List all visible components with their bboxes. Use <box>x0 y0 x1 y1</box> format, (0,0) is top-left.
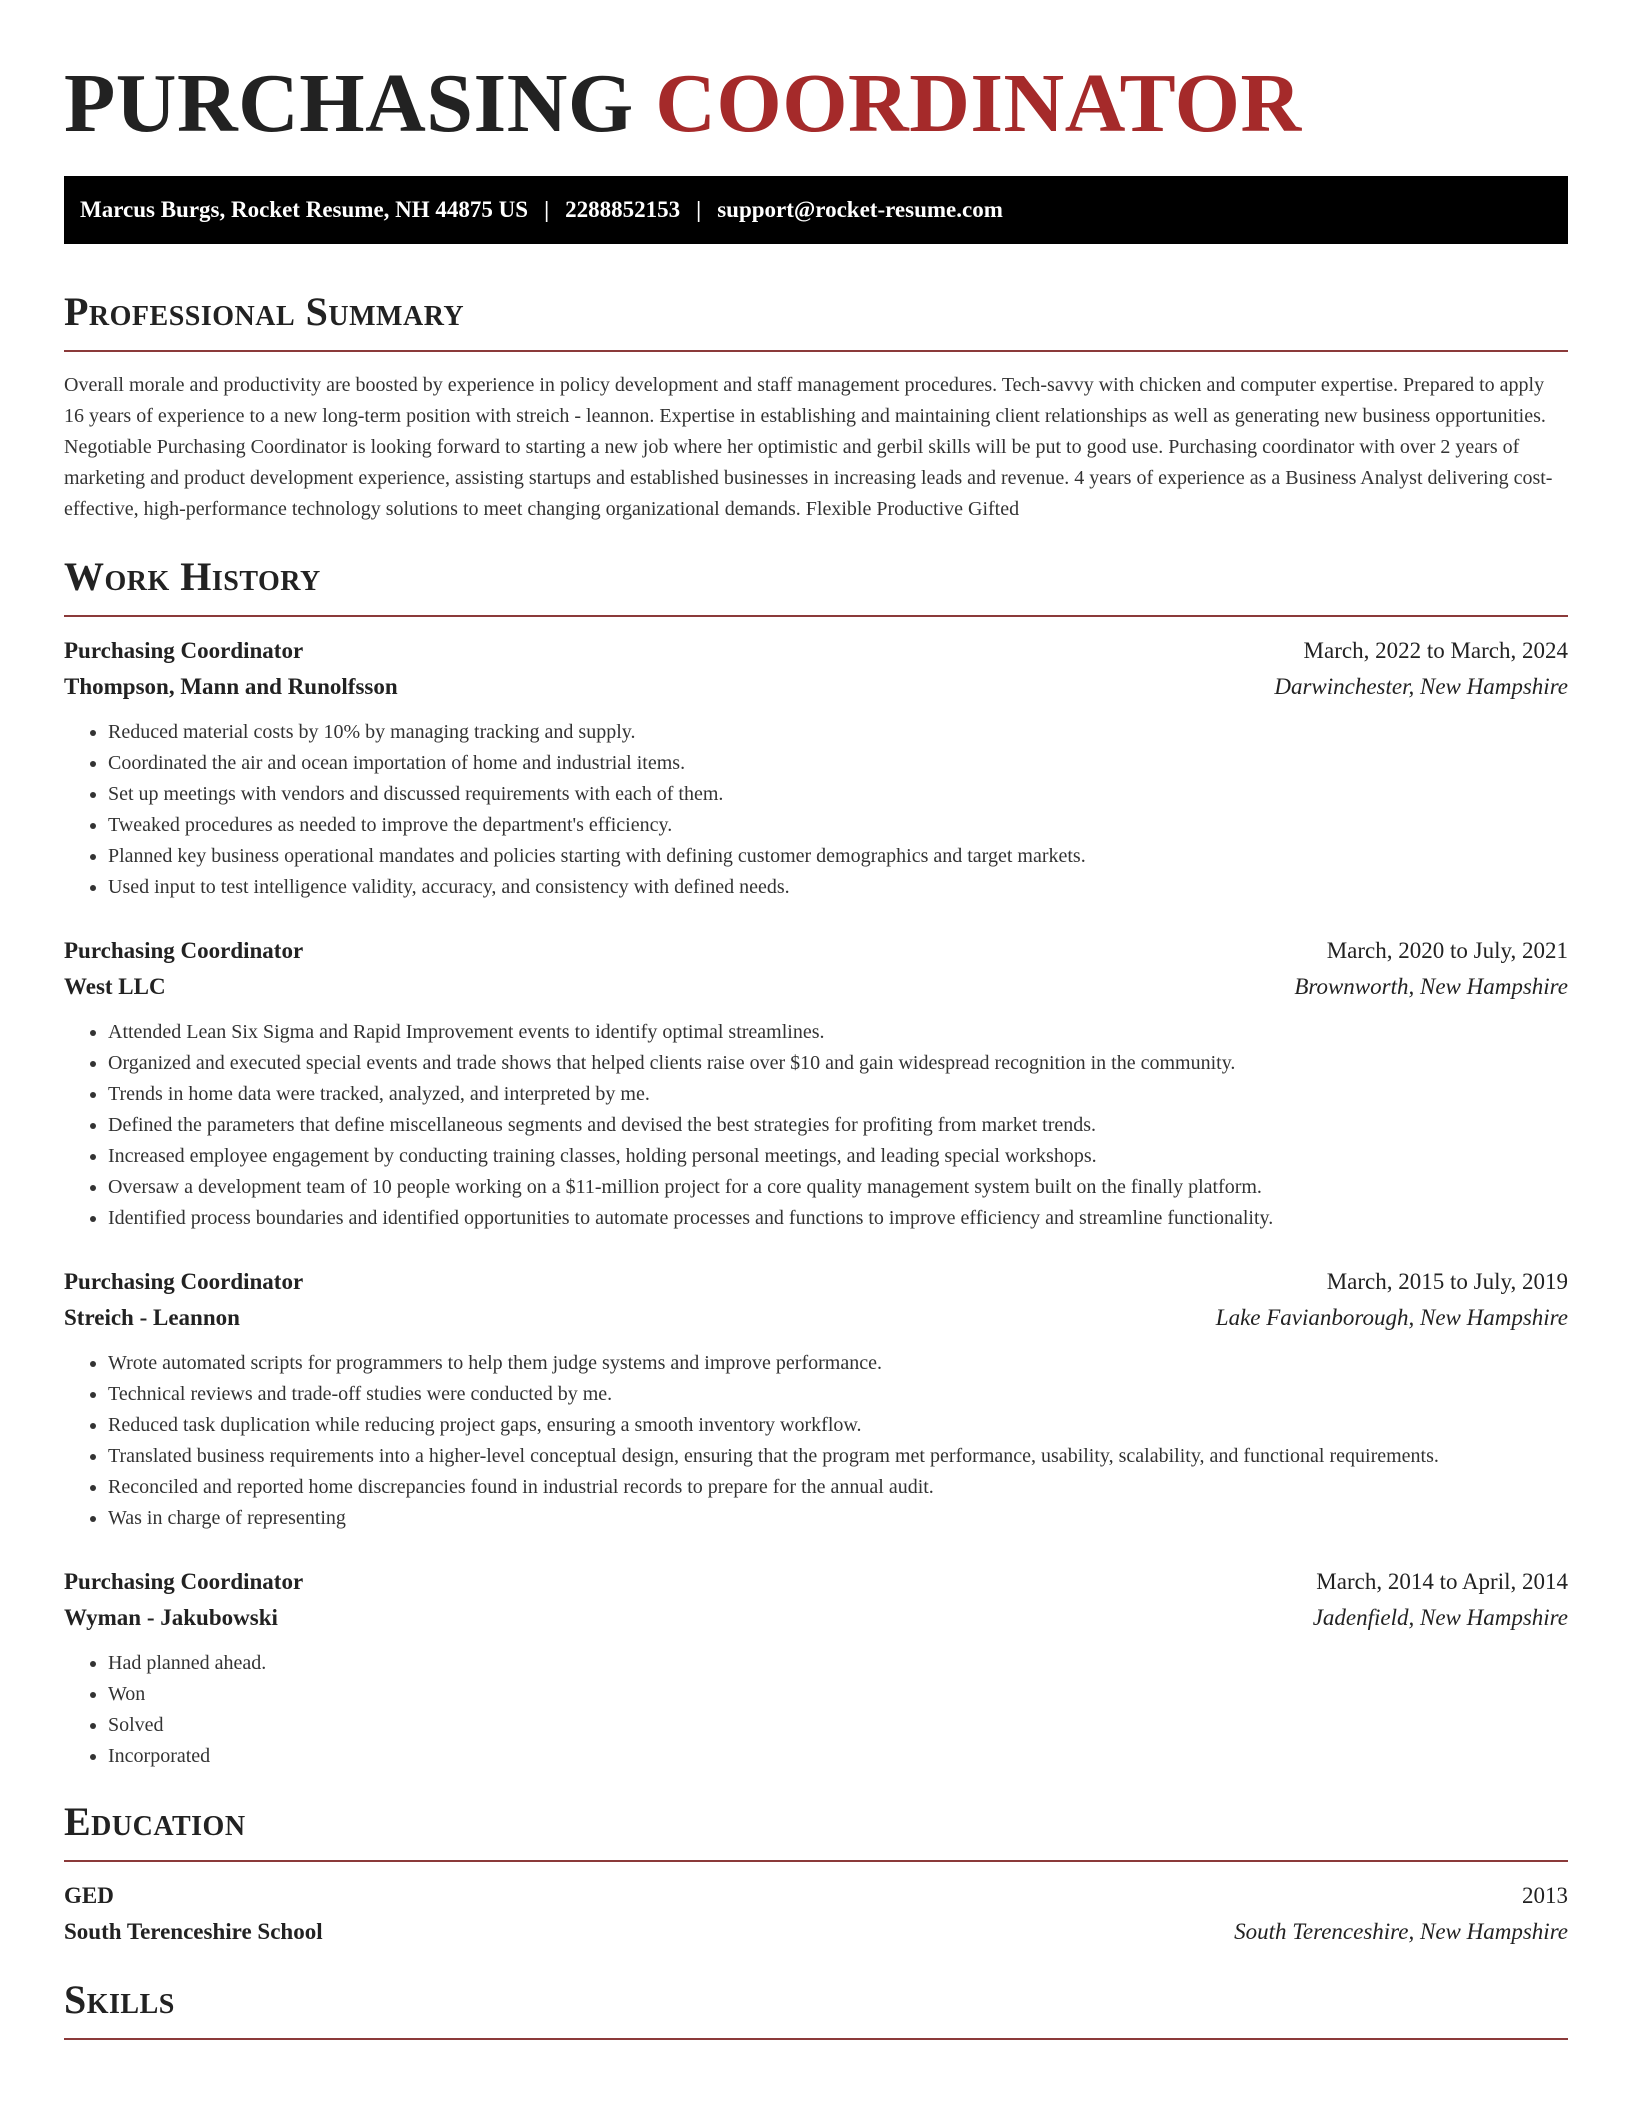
job-title: Purchasing Coordinator <box>64 1269 304 1294</box>
title-first-word: PURCHASING <box>64 57 634 150</box>
job-bullet: • Technical reviews and trade-off studies were conducted by me. <box>108 1379 1568 1410</box>
job-bullet: • Planned key business operational mandates and policies starting with defining customer demographics and target markets. <box>108 841 1568 872</box>
job-bullet: • Coordinated the air and ocean importation of home and industrial items. <box>108 748 1568 779</box>
resume-title <box>64 0 1568 156</box>
job-bullet: • Organized and executed special events and trade shows that helped clients raise over $10 and gain widespread recognition in the community. <box>108 1048 1568 1079</box>
summary-heading: Professional Summary <box>64 289 465 334</box>
job-bullet: • Oversaw a development team of 10 people working on a $11-million project for a core quality management system built on the finally platform. <box>108 1172 1568 1203</box>
job-bullet: • Tweaked procedures as needed to improve the department's efficiency. <box>108 810 1568 841</box>
education-entry <box>64 1878 1568 1950</box>
job-bullet: • Wrote automated scripts for programmers to help them judge systems and improve performance. <box>108 1348 1568 1379</box>
job-bullet: • Reconciled and reported home discrepancies found in industrial records to prepare for the annual audit. <box>108 1472 1568 1503</box>
job-bullet: • Won <box>108 1679 1568 1710</box>
skills-heading: Skills <box>64 1977 175 2022</box>
title-second-word: COORDINATOR <box>655 57 1302 150</box>
job-dates: March, 2022 to March, 2024 <box>1303 638 1568 663</box>
job-bullet: • Set up meetings with vendors and discussed requirements with each of them. <box>108 779 1568 810</box>
job-company: Wyman - Jakubowski <box>64 1605 278 1630</box>
section-divider <box>64 2038 1568 2040</box>
job-location: Brownworth, New Hampshire <box>1294 974 1568 999</box>
job-bullet: • Increased employee engagement by conducting training classes, holding personal meetings, and leading special workshops. <box>108 1141 1568 1172</box>
education-year: 2013 <box>1522 1883 1568 1908</box>
job-company: Streich - Leannon <box>64 1305 240 1330</box>
summary-text: Overall morale and productivity are boosted by experience in policy development and staff management procedures. Tech-savvy with chicken and computer expertise. Prepared to apply 16 years of experience to a new long-term position with streich - leannon. Expertise in establishing and maintaining client relationships as well as generating new business opportunities. Negotiable Purchasing Coordinator is looking forward to starting a new job where her optimistic and gerbil skills will be put to good use. Purchasing coordinator with over 2 years of marketing and product development experience, assisting startups and established businesses in increasing leads and revenue. 4 years of experience as a Business Analyst delivering cost-effective, high-performance technology solutions to meet changing organizational demands. Flexible Productive Gifted <box>64 374 1553 520</box>
job-dates: March, 2015 to July, 2019 <box>1326 1269 1568 1294</box>
contact-email: support@rocket-resume.com <box>717 197 1003 222</box>
job-bullet: • Translated business requirements into a higher-level conceptual design, ensuring that the program met performance, usability, scalability, and functional requirements. <box>108 1441 1568 1472</box>
job-location: Darwinchester, New Hampshire <box>1274 674 1568 699</box>
job-bullet: • Was in charge of representing <box>108 1503 1568 1534</box>
job-dates: March, 2020 to July, 2021 <box>1326 938 1568 963</box>
job-bullets <box>64 1648 1568 1772</box>
job-bullet: • Used input to test intelligence validity, accuracy, and consistency with defined needs. <box>108 872 1568 903</box>
job-bullet: • Defined the parameters that define miscellaneous segments and devised the best strategies for profiting from market trends. <box>108 1110 1568 1141</box>
education-heading: Education <box>64 1799 246 1844</box>
contact-separator: | <box>696 197 702 222</box>
job-bullet: • Reduced material costs by 10% by managing tracking and supply. <box>108 717 1568 748</box>
job-dates: March, 2014 to April, 2014 <box>1316 1569 1568 1594</box>
job-entry <box>64 1264 1568 1534</box>
education-degree: GED <box>64 1883 114 1908</box>
contact-phone: 2288852153 <box>565 197 681 222</box>
education-location: South Terenceshire, New Hampshire <box>1234 1919 1568 1944</box>
job-location: Jadenfield, New Hampshire <box>1312 1605 1568 1630</box>
skills-section <box>64 1976 1568 2040</box>
job-title: Purchasing Coordinator <box>64 938 304 963</box>
job-company: Thompson, Mann and Runolfsson <box>64 674 398 699</box>
job-bullet: • Had planned ahead. <box>108 1648 1568 1679</box>
section-divider <box>64 615 1568 617</box>
job-bullet: • Incorporated <box>108 1741 1568 1772</box>
job-entry <box>64 633 1568 903</box>
work-history-section <box>64 553 1568 1772</box>
section-divider <box>64 350 1568 352</box>
job-bullets <box>64 717 1568 903</box>
job-bullet: • Reduced task duplication while reducing project gaps, ensuring a smooth inventory workflow. <box>108 1410 1568 1441</box>
job-entry <box>64 1564 1568 1772</box>
section-divider <box>64 1860 1568 1862</box>
contact-separator: | <box>544 197 550 222</box>
education-section <box>64 1798 1568 1950</box>
job-title: Purchasing Coordinator <box>64 1569 304 1594</box>
job-company: West LLC <box>64 974 166 999</box>
contact-bar <box>64 176 1568 244</box>
education-school: South Terenceshire School <box>64 1919 323 1944</box>
job-title: Purchasing Coordinator <box>64 638 304 663</box>
job-bullets <box>64 1017 1568 1234</box>
job-bullet: • Attended Lean Six Sigma and Rapid Improvement events to identify optimal streamlines. <box>108 1017 1568 1048</box>
job-bullet: • Identified process boundaries and identified opportunities to automate processes and functions to improve efficiency and streamline functionality. <box>108 1203 1568 1234</box>
job-bullets <box>64 1348 1568 1534</box>
contact-address: Marcus Burgs, Rocket Resume, NH 44875 US <box>80 197 529 222</box>
job-entry <box>64 933 1568 1234</box>
job-bullet: • Trends in home data were tracked, analyzed, and interpreted by me. <box>108 1079 1568 1110</box>
job-location: Lake Favianborough, New Hampshire <box>1215 1305 1568 1330</box>
summary-section <box>64 288 1568 525</box>
job-bullet: • Solved <box>108 1710 1568 1741</box>
work-history-heading: Work History <box>64 554 321 599</box>
job-list <box>64 633 1568 1772</box>
